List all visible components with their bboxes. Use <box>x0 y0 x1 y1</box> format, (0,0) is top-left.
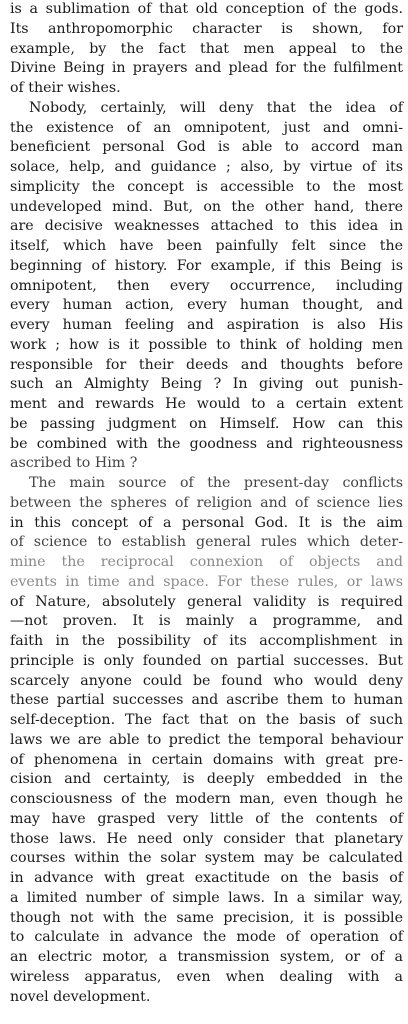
text-line: the existence of an omnipotent, just and omni- <box>10 119 403 136</box>
text-line: between the spheres of religion and of science lies <box>10 494 403 511</box>
text-line: mine the reciprocal connexion of objects and <box>10 554 403 570</box>
text-line: these partial successes and ascribe them to human <box>10 692 403 709</box>
text-line: of Nature, absolutely general validity is required <box>10 593 403 610</box>
text-line: be passing judgment on Himself. How can this <box>10 415 403 432</box>
text-line: laws we are able to predict the temporal behaviour <box>10 731 403 748</box>
text-line: beginning of history. For example, if this Being is <box>10 257 403 274</box>
paragraph-2 <box>10 99 403 474</box>
text-line: —not proven. It is mainly a programme, and <box>10 613 403 630</box>
paragraph-3 <box>10 474 403 1007</box>
text-line: be combined with the goodness and righteousness <box>10 435 403 452</box>
text-line: example, by the fact that men appeal to the <box>10 40 403 57</box>
text-line: Nobody, certainly, will deny that the idea of <box>29 99 403 116</box>
text-line: though not with the same precision, it is possible <box>10 909 403 926</box>
text-line: a limited number of simple laws. In a similar way, <box>10 889 403 906</box>
text-line: are decisive weaknesses attached to this idea in <box>10 218 403 235</box>
text-line: courses within the solar system may be calculated <box>10 850 403 867</box>
text-line: of their wishes. <box>10 80 121 96</box>
text-line: omnipotent, then every occurrence, including <box>10 277 403 294</box>
text-line: undeveloped mind. But, on the other hand, there <box>10 198 403 215</box>
text-line: responsible for their deeds and thoughts before <box>10 356 403 373</box>
text-line: every human feeling and aspiration is also His <box>10 317 403 333</box>
text-line: to calculate in advance the mode of operation of <box>10 929 403 946</box>
text-line: of science to establish general rules which deter- <box>10 534 403 551</box>
text-line: itself, which have been painfully felt since the <box>10 238 403 254</box>
text-line: consciousness of the modern man, even though he <box>10 791 403 807</box>
text-line: of phenomena in certain domains with great pre- <box>10 751 403 768</box>
text-line: events in time and space. For these rules, or laws <box>10 573 403 590</box>
text-line: in advance with great exactitude on the basis of <box>10 870 403 886</box>
text-line: work ; how is it possible to think of holding men <box>10 336 403 353</box>
text-line: every human action, every human thought, and <box>10 297 403 314</box>
text-line: an electric motor, a transmission system, or of a <box>10 949 403 965</box>
text-line: is a sublimation of that old conception of the gods. <box>10 1 403 17</box>
text-line: simplicity the concept is accessible to the most <box>10 178 403 195</box>
text-line: beneficient personal God is able to accord man <box>10 139 403 156</box>
text-line: wireless apparatus, even when dealing with a <box>10 968 403 985</box>
document-page <box>10 0 403 1007</box>
text-line: solace, help, and guidance ; also, by virtue of its <box>10 159 403 175</box>
text-line: The main source of the present-day conflicts <box>29 475 403 491</box>
text-line: ment and rewards He would to a certain extent <box>10 396 403 412</box>
text-line: those laws. He need only consider that planetary <box>10 830 403 847</box>
text-line: may have grasped very little of the contents of <box>10 810 403 827</box>
text-line: Its anthropomorphic character is shown, for <box>10 20 403 37</box>
text-line: principle is only founded on partial successes. But <box>10 652 403 669</box>
text-line: cision and certainty, is deeply embedded in the <box>10 771 403 788</box>
text-line: Divine Being in prayers and plead for the fulfilment <box>10 60 403 77</box>
text-line: ascribed to Him ? <box>10 455 138 472</box>
text-line: in this concept of a personal God. It is the aim <box>10 514 403 531</box>
paragraph-1 <box>10 0 403 99</box>
text-line: novel development. <box>10 988 151 1005</box>
text-line: such an Almighty Being ? In giving out punish- <box>10 376 403 393</box>
text-line: faith in the possibility of its accomplishment in <box>10 633 403 649</box>
text-line: self-deception. The fact that on the basis of such <box>10 712 403 728</box>
text-line: scarcely anyone could be found who would deny <box>10 672 403 689</box>
